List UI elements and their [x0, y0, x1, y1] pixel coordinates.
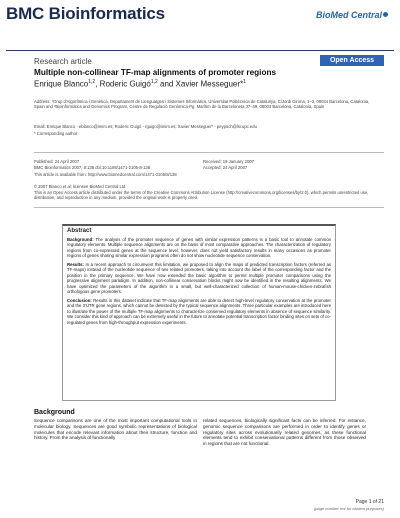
page-note: (page number not for citation purposes): [313, 506, 384, 511]
logo-orb-icon: [383, 12, 388, 17]
abstract-conclusion: [67, 298, 331, 326]
body-column-right: related sequences, biologically significant facts can be inferred. For instance, genomic sequence comparisons are performed in order to identify genes or regulatory sites across evolutionarily related genomes, as these functional elements tend to exhibit conservational patterns different from those observed in regions that are not functional.: [203, 418, 366, 447]
author-2-affil: 1,2: [150, 79, 158, 85]
author-3: and Xavier Messeguer*: [157, 79, 244, 89]
author-2: , Roderic Guigó: [95, 79, 151, 89]
body-column-left: Sequence comparisons are one of the most important computational tools in molecular biology. Sequences are good symbolic representations of biological molecules that encode relevant information about their structure, function and history. From the analysis of functionally: [34, 418, 197, 441]
open-access-badge: Open Access: [320, 55, 384, 66]
accepted-date: Accepted: 24 April 2007: [203, 165, 248, 170]
article-url[interactable]: This article is available from: http://www.biomedcentral.com/1471-2105/8/138: [34, 172, 177, 177]
author-list: [34, 79, 246, 89]
section-heading: Background: [34, 409, 75, 416]
header-rule: [6, 50, 394, 51]
citation-line: BMC Bioinformatics 2007, 8:138 doi:10.1186/1471-2105-8-138: [34, 165, 151, 170]
affiliation-address: Address: ¹Grup d'Algorítmica i Genètica, Departament de Llenguatges i Sistemes Informàtics, Universitat Politècnica de Catalunya, C/Jordi Girona, 1–3, 08034 Barcelona, Catalonia, Spain and ²Bioinformatics and Genomics Program, Centre de Regulació Genòmica-Pg. Marítim de la Barceloneta 37–49, 08003 Barcelona, Catalonia, Spain: [34, 99, 370, 110]
abstract-box: [62, 224, 336, 401]
divider-bottom: [34, 207, 384, 208]
abstract-background-text: The analysis of the promoter sequence of genes with similar expression patterns is a basic tool to annotate common regulatory elements. Multiple sequence alignments are on the basis of most comparative approaches. The characterization of regulatory regions from co-expressed genes at the sequence level, however, does not yield satisfactory results in many occasions as promoter regions of genes sharing similar expression programs often do not show nucleotide sequence conservation.: [67, 236, 331, 258]
abstract-background-label: Background:: [67, 236, 94, 242]
author-1: Enrique Blanco: [34, 79, 89, 89]
author-emails: Email: Enrique Blanco - eblanco@imim.es; Roderic Guigó - rguigo@imim.es; Xavier Messeguer* - peypoch@lsi.upc.edu: [34, 124, 257, 129]
abstract-results-label: Results:: [67, 261, 84, 267]
abstract-results-text: In a recent approach to circumvent this limitation, we proposed to align the maps of predicted transcription factors (referred as TF-maps) instead of the nucleotide sequence of two related promoters, taking into account the label of the corresponding factor and the position in the primary sequence. We have now extended the basic algorithm to permit multiple promoter comparisons using the progressive alignment paradigm. In addition, non-collinear conservation blocks might now be identified in the resulting alignments. We have optimized the parameters of the algorithm in a small, but well-characterized collection of human-mouse-chicken-zebrafish orthologous gene promoters.: [67, 261, 331, 294]
corresponding-note: * Corresponding author: [34, 131, 78, 136]
copyright-line: © 2007 Blanco et al; licensee BioMed Central Ltd.: [34, 184, 127, 189]
received-date: Received: 19 January 2007: [203, 159, 254, 164]
article-title: Multiple non-collinear TF-map alignments of promoter regions: [34, 68, 276, 77]
abstract-background: [67, 237, 331, 259]
published-date: Published: 24 April 2007: [34, 159, 80, 164]
abstract-conclusion-label: Conclusion:: [67, 297, 92, 303]
divider-top: [34, 152, 384, 153]
journal-title: BMC Bioinformatics: [6, 4, 165, 23]
author-3-affil: 1: [243, 79, 246, 85]
abstract-conclusion-text: Results in this dataset indicate that TF-map alignments are able to detect high-level regulatory conservation at the promoter and the 3'UTR gene regions, which cannot be detected by the typical sequence alignments. Three particular examples are introduced here to illustrate the power of the multiple TF-map alignments to characterize conserved regulatory elements in absence of sequence similarity. We consider this kind of approach can be extremely useful in the future to annotate potential transcription factor binding sites on sets of co-regulated genes from high-throughput expression experiments.: [67, 297, 331, 325]
page-number: Page 1 of 21: [355, 499, 384, 505]
abstract-heading: Abstract: [67, 228, 92, 234]
publisher-name: BioMed Central: [315, 10, 382, 20]
license-text: This is an Open Access article distributed under the terms of the Creative Commons Attribution License (http://creativecommons.org/licenses/by/2.0), which permits unrestricted use, distribution, and reproduction in any medium, provided the original work is properly cited.: [34, 190, 369, 201]
article-type: Research article: [34, 57, 92, 66]
abstract-results: [67, 262, 331, 295]
publisher-logo: [316, 10, 388, 20]
author-1-affil: 1,2: [88, 79, 96, 85]
